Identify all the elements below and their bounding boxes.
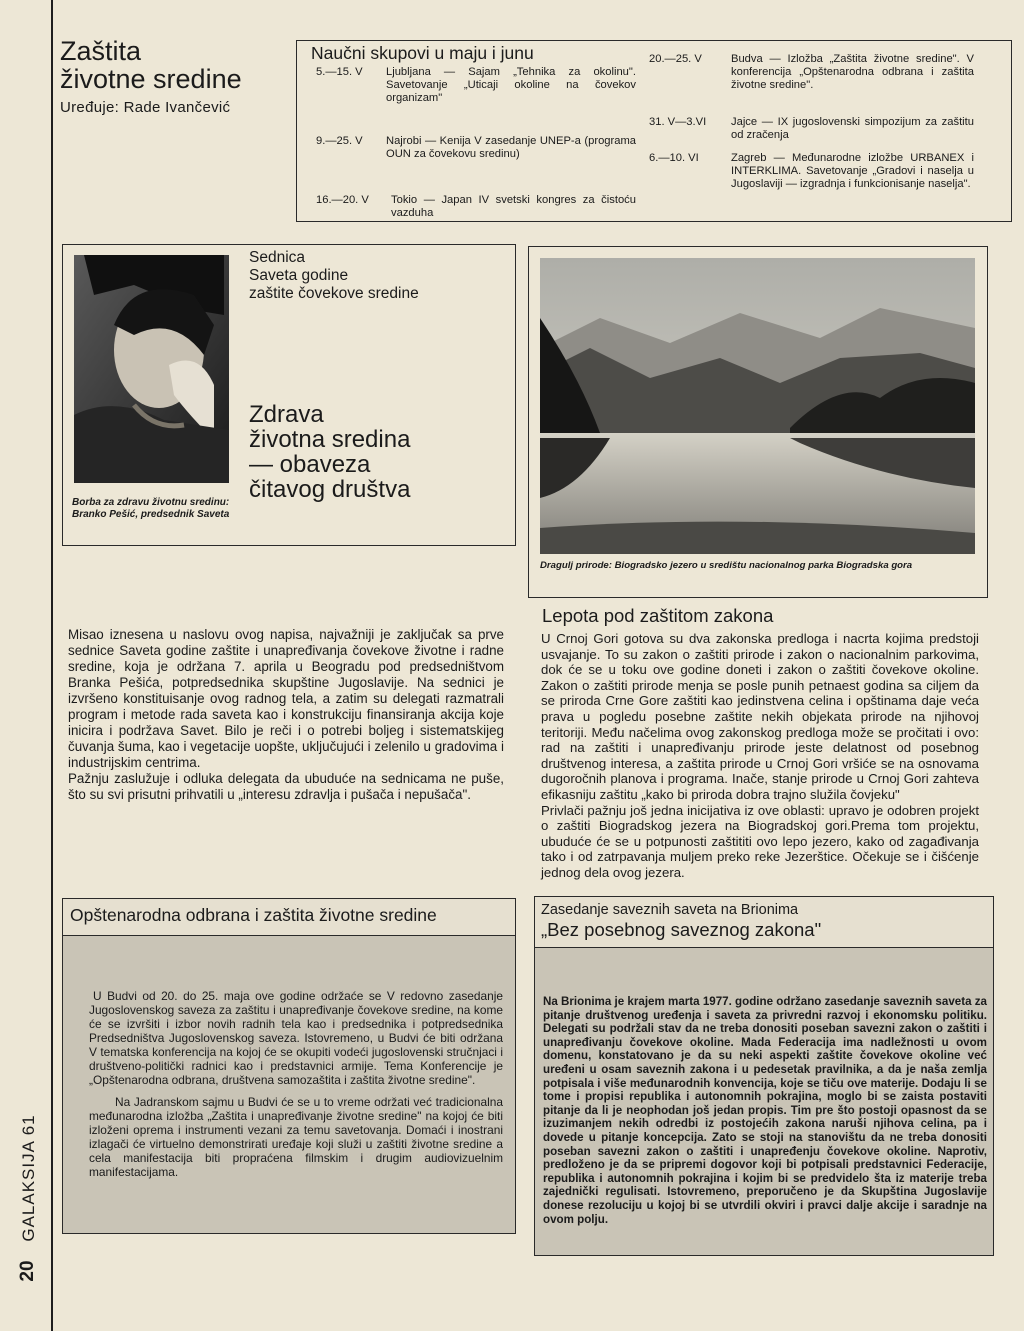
session-paragraph: Misao iznesena u naslovu ovog napisa, najvažniji je zaključak sa prve sednice Saveta godine zaštite i unapređivanja čovekove životne i radne sredine, koja je održana 7. aprila u Beogradu pod predsedništvom Branka Pešića, potpredsednika skupštine Jugoslavije. Na sednici je izvršeno konstituisanje ovog radnog tela, a zatim su delegati razmatrali program i metode rada saveta kao i konstrukciju finansiranja akcija koje inicira i podržava Savet. Bilo je reči i o potrebi boljeg i sistematskijeg čuvanja šuma, kao i vegetacije uopšte, uključujući i zelenilo u gradovima i industrijskim centrima. bbox=[68, 627, 504, 770]
lake-photo-frame bbox=[528, 246, 988, 598]
headline-line: životna sredina bbox=[249, 426, 411, 453]
session-kicker bbox=[249, 249, 499, 303]
meeting-text: Tokio — Japan IV svetski kongres za čistoću vazduha bbox=[391, 194, 636, 219]
photo-caption: Borba za zdravu životnu sredinu: Branko Pešić, predsednik Saveta bbox=[72, 497, 230, 520]
kicker-line: Saveta godine bbox=[249, 267, 349, 284]
meeting-date: 16.—20. V bbox=[316, 194, 369, 206]
defense-box bbox=[62, 898, 516, 1234]
brioni-body: Na Brionima je krajem marta 1977. godine održano zasedanje saveznih saveta za pitanje društvenog uređenja i saveta za privredni razvoj i ekonomsku politiku. Delegati su podržali stav da ne treba donositi poseban savezni zakon o zaštiti i unapređivanju čovekove okoline. Mada Federacija ima nadležnosti u ovom domenu, konstatovano je da su neki aspekti zaštite čovekove okoline već uređeni u osam saveznih zakona i u pedesetak pravilnika, a da je naša zemlja potpisala i više međunarodnih konvencija, koje se tiču ove materije. Dodaju li se tome i propisi republika i autonomnih pokrajina, moglo bi se zaista postaviti pitanje da li je neophodan još jedan propis. Tim pre što postoji opasnost da se izuzimanjem nekih odredbi iz postojećih zakona naruši njihova celina, pa i dovede u pitanje koncepcija. Zato se stoji na stanovištu da ne treba donositi poseban savezni zakon o zaštiti i unapređenju čovekove okoline. Naprotiv, predloženo je da se pripremi dogovor koji bi potpisali predstavnici Federacije, republika i autonomnih pokrajina i kojim bi se predvidelo šta iz materije treba zajednički regulisati. Istovremeno, preporučeno je da Skupština Jugoslavije donese rezoluciju u kojoj bi se utvrdili okviri i pravci dalje akcije i saradnje na ovom polju. bbox=[543, 995, 987, 1226]
session-body bbox=[68, 627, 504, 803]
meetings-title: Naučni skupovi u maju i junu bbox=[311, 43, 534, 63]
meetings-box bbox=[296, 40, 1012, 222]
brioni-title-panel bbox=[535, 897, 993, 948]
pesic-photo bbox=[74, 255, 229, 483]
section-title-line2: životne sredine bbox=[60, 64, 242, 94]
meeting-text: Zagreb — Međunarodne izložbe URBANEX i INTERKLIMA. Savetovanje „Gradovi i naselja u Jugoslaviji — izgradnja i funkcionisanje naselja". bbox=[731, 152, 974, 190]
defense-paragraph: Na Jadranskom sajmu u Budvi će se u to vreme održati već tradicionalna međunarodna izložba „Zaštita i unapređivanje životne sredine" na kojoj će biti izloženi oprema i instrumenti vezani za temu savetovanja. Domaći i inostrani izlagači će virtuelno demonstrirati uređaje koji služi u zaštiti životne sredine a cela manifestacija biti propraćena filmskim i drugim audiovizuelnim manifestacijama. bbox=[89, 1095, 503, 1179]
headline-line: čitavog društva bbox=[249, 476, 411, 503]
headline-line: Zdrava bbox=[249, 401, 324, 428]
brioni-title: „Bez posebnog saveznog zakona" bbox=[541, 919, 822, 940]
meeting-item bbox=[649, 152, 974, 222]
lake-title: Lepota pod zaštitom zakona bbox=[542, 605, 774, 626]
section-editor: Uređuje: Rade Ivančević bbox=[60, 99, 231, 116]
meeting-text: Budva — Izložba „Zaštita životne sredine". V konferencija „Opštenarodna odbrana i zaštita životne sredine". bbox=[731, 53, 974, 91]
defense-title-panel bbox=[63, 899, 515, 936]
meeting-text: Jajce — IX jugoslovenski simpozijum za zaštitu od zračenja bbox=[731, 116, 974, 141]
meeting-date: 5.—15. V bbox=[316, 66, 363, 78]
portrait-image bbox=[74, 255, 229, 483]
lake-image bbox=[540, 258, 975, 554]
meeting-date: 31. V—3.VI bbox=[649, 116, 707, 128]
defense-body bbox=[89, 989, 503, 1179]
session-box bbox=[62, 244, 516, 546]
brioni-kicker: Zasedanje saveznih saveta na Brionima bbox=[541, 902, 799, 918]
meeting-date: 6.—10. VI bbox=[649, 152, 699, 164]
kicker-line: zaštite čovekove sredine bbox=[249, 285, 419, 302]
section-header bbox=[60, 38, 290, 116]
meeting-item bbox=[316, 66, 636, 116]
lake-caption: Dragulj prirode: Biogradsko jezero u središtu nacionalnog parka Biogradska gora bbox=[540, 560, 913, 571]
page-number: 20 bbox=[17, 1260, 38, 1282]
meeting-item bbox=[316, 194, 636, 224]
headline-line: — obaveza bbox=[249, 451, 371, 478]
defense-paragraph: U Budvi od 20. do 25. maja ove godine održaće se V redovno zasedanje Jugoslovenskog saveza za zaštitu i unapređivanje čovekove sredine, na kome će se izvršiti i izbor novih radnih tela kao i predsednika i potpredsednika Predsedništva Jugoslovenskog saveza. Istovremeno, u Budvi će biti održana V tematska konferencija na kojoj će se okupiti vodeći jugoslovenski stručnjaci i društveno-politički radnici kao i predstavnici armije. Tema Konferencije je „Opštenarodna odbrana, društvena samozaštita i zaštita životne sredine". bbox=[89, 989, 503, 1087]
brioni-box bbox=[534, 896, 994, 1256]
session-paragraph: Pažnju zaslužuje i odluka delegata da ubuduće na sednicama ne puše, što su svi prisutni prihvatili u „interesu zdravlja i pušača i nepušača". bbox=[68, 771, 504, 802]
session-headline bbox=[249, 402, 509, 502]
folio bbox=[12, 1100, 48, 1290]
meeting-item bbox=[649, 116, 974, 146]
meeting-text: Najrobi — Kenija V zasedanje UNEP-a (programa OUN za čovekovu sredinu) bbox=[386, 135, 636, 160]
meeting-date: 9.—25. V bbox=[316, 135, 363, 147]
defense-title: Opštenarodna odbrana i zaštita životne sredine bbox=[70, 905, 437, 925]
meeting-item bbox=[316, 135, 636, 180]
lake-paragraph: Privlači pažnju još jedna inicijativa iz ove oblasti: upravo je odobren projekt o zaštiti Biogradskog jezera na Biogradskoj gori.Prema tom projektu, ubuduće će se u potpunosti zaštititi ovo lepo jezero, kako od zagađivanja tako i od zatrpavanja muljem preko reke Jezerštice. Očekuje se i čišćenje jednog dela ovog jezera. bbox=[541, 802, 979, 880]
magazine-name: GALAKSIJA 61 bbox=[19, 1114, 38, 1242]
meeting-text: Ljubljana — Sajam „Tehnika za okolinu". Savetovanje „Uticaji okoline na čovekov organizam" bbox=[386, 66, 636, 104]
margin-rule bbox=[51, 0, 53, 1331]
lake-body bbox=[541, 631, 979, 881]
section-title-line1: Zaštita bbox=[60, 36, 142, 66]
kicker-line: Sednica bbox=[249, 249, 306, 266]
lake-paragraph: U Crnoj Gori gotova su dva zakonska predloga i nacrta kojima predstoji usvajanje. To su zakon o zaštiti prirode i zakon o nacionalnim parkovima, dok će se u toku ove godine doneti i zakon o zaštiti čovekove okoline. Zakon o zaštiti prirode menja se posle punih petnaest godina sa ciljem da se priroda Crne Gore zaštiti kao jedinstvena celina i opštinama daje veća prava u pogledu posebne zaštite nekih objekata prirode na njihovoj teritoriji. Među načelima ovog zakonskog predloga može se pročitati i ovo: rad na zaštiti i unapređivanju prirode jeste delatnost od posebnog društvenog interesa, a zaštita prirode u Crnoj Gori vršiće se na osnovama dugoročnih planova i programa. Inače, stanje prirode u Crnoj Gori zahteva efikasniju zaštitu „kako bi priroda dobra trajno služila čovjeku" bbox=[541, 631, 979, 802]
meeting-date: 20.—25. V bbox=[649, 53, 702, 65]
meeting-item bbox=[649, 53, 974, 113]
